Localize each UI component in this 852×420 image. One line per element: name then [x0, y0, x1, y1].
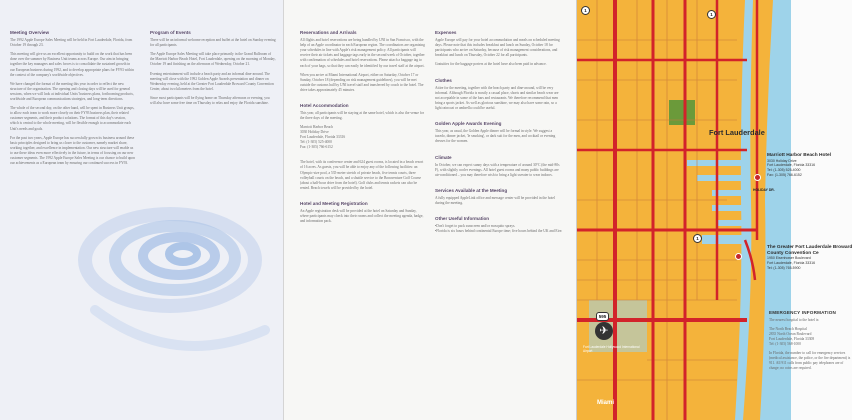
address-line: Tel: (1-305) 568-1000 — [769, 342, 801, 346]
street-label: HOLIDAY DR. — [753, 188, 775, 192]
paragraph: Since most participants will be flying home on Thursday afternoon or evening, you will also have some free time on Thursday to relax and enjoy the Florida sunshine. — [150, 95, 270, 106]
column-program — [150, 30, 276, 110]
section-title: Climate — [435, 154, 452, 160]
section-title: Clothes — [435, 77, 452, 83]
column-reservations — [300, 30, 425, 228]
convention-center-marker — [735, 253, 742, 260]
address-line: Tel: (1-305) 525-4000 — [767, 168, 801, 173]
miami-label: Miami — [597, 400, 615, 406]
paragraph: The 1992 Apple Europe Sales Meeting will be held in Fort Lauderdale, Florida, from October 19 through 23. — [10, 38, 133, 48]
highway-1-shield: 1 — [581, 6, 590, 15]
swirl-graphic — [75, 140, 275, 380]
paragraph: An Apple registration desk will be provided at the hotel on Saturday and Sunday, where participants may check into their rooms and collect the meeting agenda, badge, and information pack. — [300, 208, 424, 224]
paragraph: Apple Europe will pay for your hotel accommodation and meals on scheduled meeting days. Please note that this includes breakfast and lunch on Sunday, October 18 for participants who arrive on Saturday, because of risk management considerations, and breakfast and lunch on Thursday, October 22 for all participants. — [435, 38, 560, 58]
paragraph: Attire for the meeting, together with the beach party and dine-around, will be very informal. Although Florida is mostly a casual place, shorts and similar beach wear are not acceptable in some of the bars and restaurants. We therefore recommend that men bring a sports jacket. As well as glorious sunshine, we may also have some rain, so a light raincoat or umbrella could be useful. — [435, 85, 559, 111]
park-shape — [669, 100, 695, 125]
section-title: Meeting Overview — [10, 30, 50, 35]
address-line: Fax: (1-305) 766-6152 — [767, 172, 802, 177]
river-shape — [697, 175, 743, 181]
airport-label: Fort Lauderdale Hollywood International Airport — [583, 345, 640, 353]
section-title: Hotel and Meeting Registration — [300, 200, 368, 206]
hotel-marker — [754, 174, 761, 181]
paragraph: A fully equipped AppleLink office and message center will be provided in the hotel during the meeting. — [435, 195, 555, 206]
address-line: 2835 North Ocean Boulevard — [769, 332, 812, 336]
address-line: 3030 Holiday Drive — [767, 158, 797, 163]
section-title: Reservations and Arrivals — [300, 30, 357, 35]
address-line: Tel: (1-305) 525-4000 — [300, 140, 332, 145]
area-map — [577, 0, 791, 420]
paragraph: In October, we can expect sunny days with a temperature of around 30°C (the mid-80s F), with slightly cooler evenings. All hotel guest rooms and many public buildings are air-conditioned – you may therefore wish to bring a light sweater to wear indoors. — [435, 162, 560, 177]
brochure-panel-right — [576, 0, 852, 420]
address-line: Fort Lauderdale, Florida 33316 — [767, 163, 816, 168]
venue-name: The Greater Fort Lauderdale Broward County Convention Ce — [767, 245, 852, 256]
address-line: Fort Lauderdale, Florida 33316 — [767, 260, 816, 265]
paragraph: The hotel, with its conference center and 624 guest rooms, is located in a beach resort of 16 acres. As guests, you will be able to enjoy any of the following facilities: an Olympic-size pool, a 535-meter stretch of private beach, five tennis courts, three volleyball courts on the beach, and a shuttle service to the Bonaventure Golf Course (about a half-hour drive from the hotel). Golf clubs and tennis rackets can also be rented. Beach towels will be provided by the hotel. — [300, 160, 424, 190]
marriott-info — [767, 153, 852, 178]
list-item: • Don't forget to pack sunscreen and/or mosquito sprays. — [435, 224, 563, 229]
airport-plane-icon: ✈ — [595, 322, 613, 340]
paragraph: Gratuities for the baggage porters at the hotel have also been paid in advance. — [435, 62, 547, 67]
address-line: Marriott Harbor Beach — [300, 125, 333, 130]
hotel-name: Marriott Harbor Beach Hotel — [767, 153, 831, 158]
column-meeting-overview — [10, 30, 135, 170]
section-title: EMERGENCY INFORMATION — [769, 310, 837, 315]
paragraph: The whole of the second day, on the other hand, will be spent in Business Unit groups, to allow each team to work more closely on their FY93 business plan, their related customer segments, and their product solutions. The format of this day's session, which is central to the whole meeting, will be flexible enough to accommodate each Unit's needs and goals. — [10, 106, 135, 131]
paragraph: We have changed the format of the meeting this year in order to reflect the new structure of the organization. The opening and closing days will be used for general sessions, when we will look at individual Units' business plans, forthcoming products, worldwide and European communications strategies, and long-term directions. — [10, 81, 134, 102]
emergency-information — [769, 310, 851, 375]
address-line: Fax: (1-305) 766-6152 — [300, 145, 333, 150]
section-title: Golden Apple Awards Evening — [435, 121, 502, 127]
hotel-address — [300, 125, 425, 150]
paragraph: All flights and hotel reservations are being handled by UNI in San Francisco, with the help of an Apple coordinator in each European region. The coordinators are organizing your schedules in line with Apple's risk management policy. All participants will receive their air tickets and baggage tags early in the second week of October, together with confirmation of schedules and hotel reservations. Please attach a baggage tag to each of your bags, so that they can easily be identified by our travel staff at the airport. — [300, 38, 425, 68]
highway-1-shield: 1 — [693, 234, 702, 243]
highway-1-shield: 1 — [707, 10, 716, 19]
paragraph: The nearest hospital to the hotel is: — [769, 318, 820, 322]
address-line: 1950 Eisenhower Boulevard — [767, 256, 811, 261]
paragraph: For the past two years, Apple Europe has successfully grown its business around these basic principles designed to bring us closer to the customer, namely market share, working together, and excellence in implementation. Our new structure will enable us to use these ideas even more effectively in the future, in terms of focusing on our new customer segments. The 1992 Apple Europe Sales Meeting is our chance to build upon our achievements as a European team by ensuring our continued success in FY93. — [10, 135, 135, 166]
section-title: Other Useful Information — [435, 216, 490, 222]
section-title: Expenses — [435, 30, 457, 35]
address-line: 3030 Holiday Drive — [300, 130, 329, 135]
section-title: Services Available at the Meeting — [435, 187, 508, 193]
paragraph: When you arrive at Miami International Airport, either on Saturday, October 17 or Sunday, October 18 (depending on risk management guidelines), you will be met outside the customs hall by UNI travel staff and transferred by coach to the hotel. The drive takes approximately 45 minutes. — [300, 72, 424, 92]
port-basin — [702, 235, 745, 244]
paragraph: Evening entertainment will include a beach party and an informal dine-around. The meeting will close with the 1992 Golden Apple Awards presentation and dinner on Wednesday evening, held at the Greater Fort Lauderdale Broward County Convention Center, about two kilometers from the hotel. — [150, 71, 274, 91]
map-graphic — [577, 0, 791, 420]
list-item: • Florida is six hours behind continental Europe time; five hours behind the UK and Eire. — [435, 229, 563, 234]
section-title: Program of Events — [150, 30, 191, 35]
paragraph: In Florida, the number to call for emergency services (medical assistance, the police, or the fire department) is 911. All 911 calls from public pay telephones are of charge; no coins are required. — [769, 351, 851, 370]
bullet-list — [435, 224, 563, 234]
column-expenses — [435, 30, 563, 234]
address-line: Fort Lauderdale, Florida 33316 — [300, 135, 346, 140]
paragraph: This year, all participants will be staying at the same hotel, which is also the venue for the three days of the meeting. — [300, 111, 425, 121]
brochure-panel-middle — [283, 0, 576, 420]
address-line: The North Beach Hospital — [769, 327, 807, 331]
section-title: Hotel Accommodation — [300, 103, 349, 109]
hospital-address — [769, 327, 851, 347]
address-line: Fort Lauderdale, Florida 33308 — [769, 337, 815, 341]
city-label: Fort Lauderdale — [709, 128, 765, 137]
paragraph: The Apple Europe Sales Meeting will take place primarily in the Grand Ballroom of the Marriott Harbor Beach Hotel, Fort Lauderdale, opening on the morning of Monday, October 19 and finishing on the afternoon of Wednesday, October 21. — [150, 52, 276, 67]
paragraph: This year, as usual, the Golden Apple dinner will be formal in style. We suggest a tuxedo, dinner jacket, 'le smoking', or dark suit for the men, and cocktail or evening dresses for the women. — [435, 129, 556, 144]
highway-595-shield: 595 — [596, 312, 609, 321]
address-line: Tel: (1-305) 765-5900 — [767, 265, 801, 270]
paragraph: There will be an informal welcome reception and buffet at the hotel on Sunday evening for all participants. — [150, 38, 276, 48]
convention-center-info — [767, 245, 852, 271]
paragraph: This meeting will give us an excellent opportunity to build on the work that has been done over the summer by Business Unit teams across Europe. Our aim in bringing together the key managers and sales forces is to consolidate the sustained growth in our European business during 1992, and to develop appropriate plans for FY93 within the context of the company's worldwide objectives. — [10, 52, 134, 77]
brochure-panel-left — [0, 0, 283, 420]
